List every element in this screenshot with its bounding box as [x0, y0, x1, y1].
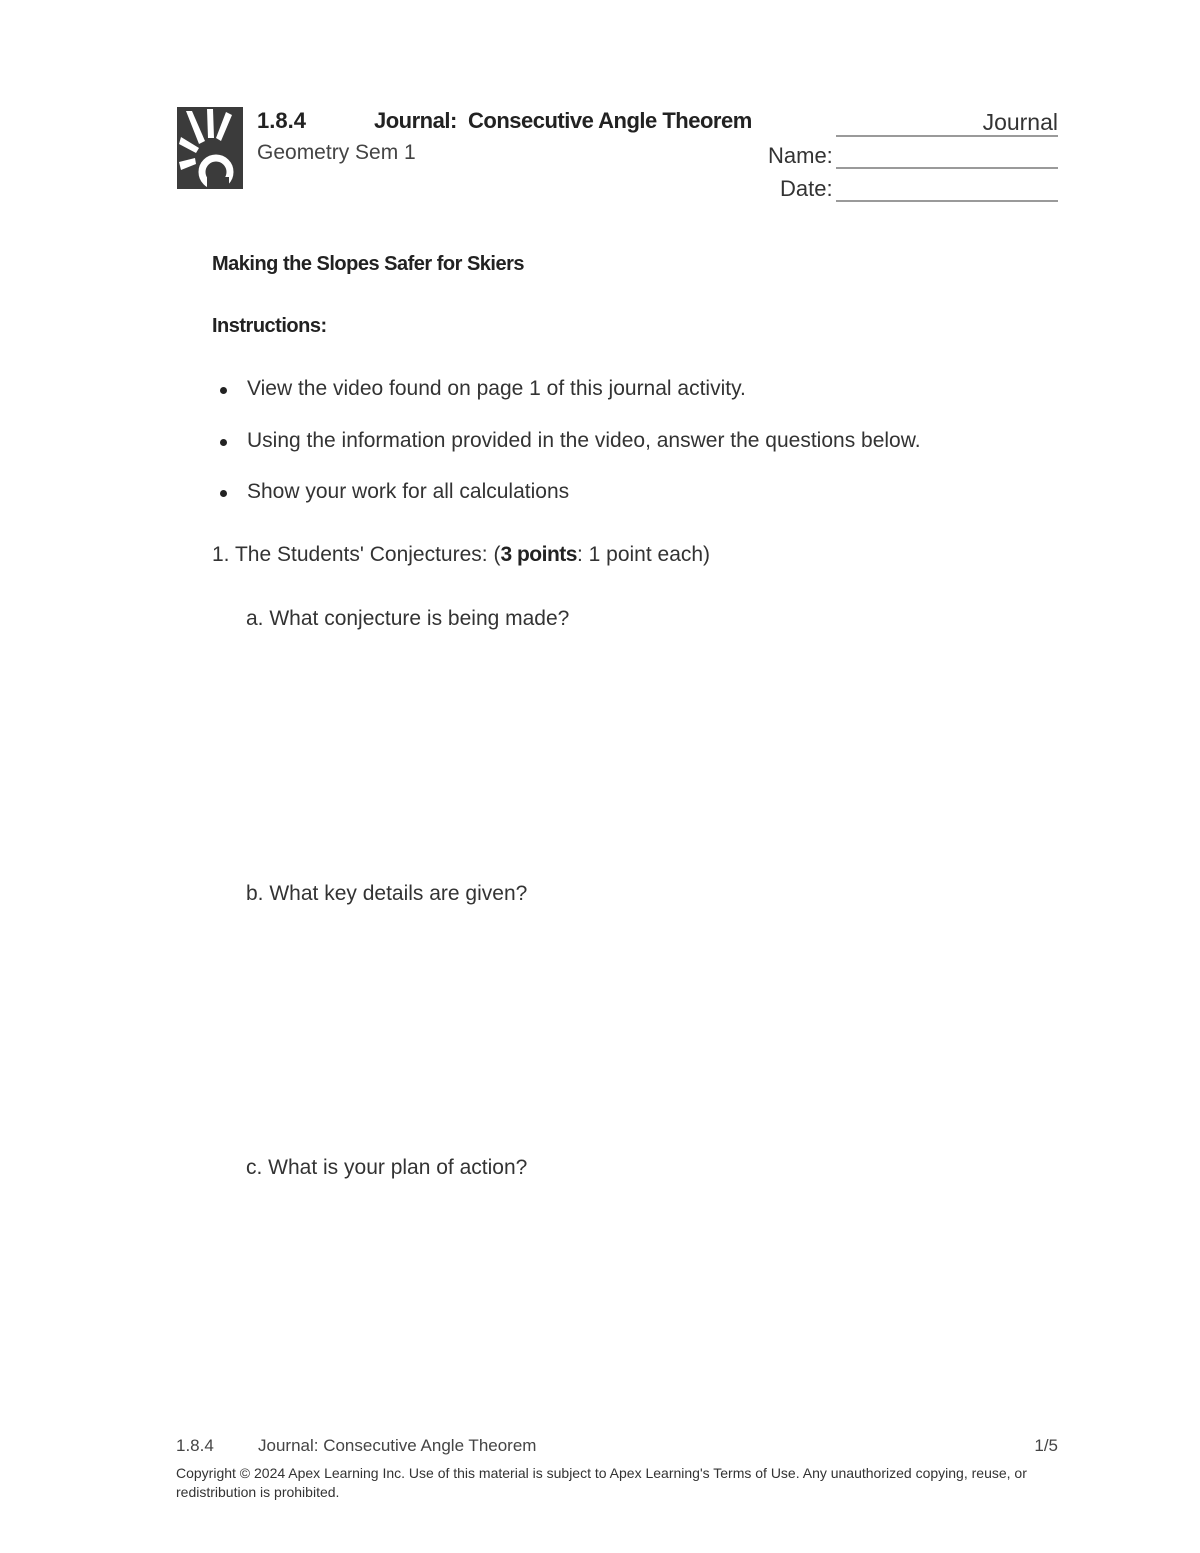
- sub-question-b: b. What key details are given?: [246, 882, 528, 905]
- header-rule: [836, 135, 1058, 137]
- name-field-line[interactable]: [836, 167, 1058, 169]
- copyright-notice: Copyright © 2024 Apex Learning Inc. Use of this material is subject to Apex Learning's Terms of Use. Any unauthorized copying, reuse, or redistribution is prohibited.: [176, 1465, 1027, 1500]
- sub-question-a: a. What conjecture is being made?: [246, 607, 570, 630]
- bullet-icon: [220, 387, 227, 394]
- apex-logo-icon: [177, 107, 243, 189]
- course-name: Geometry Sem 1: [257, 141, 416, 164]
- footer-lesson-number: 1.8.4: [176, 1436, 214, 1455]
- instruction-text: View the video found on page 1 of this journal activity.: [247, 377, 746, 400]
- lesson-number: 1.8.4: [257, 108, 306, 133]
- instructions-heading: Instructions:: [212, 315, 327, 337]
- date-label: Date:: [780, 176, 833, 201]
- bullet-icon: [220, 490, 227, 497]
- name-label: Name:: [768, 143, 833, 168]
- instruction-text: Show your work for all calculations: [247, 480, 570, 503]
- bullet-icon: [220, 439, 227, 446]
- page-number: 1/5: [1034, 1436, 1058, 1455]
- question-1: [212, 543, 710, 567]
- sub-question-c: c. What is your plan of action?: [246, 1156, 528, 1179]
- date-field-line[interactable]: [836, 200, 1058, 202]
- instruction-text: Using the information provided in the video, answer the questions below.: [247, 429, 921, 452]
- lesson-title: Journal: Consecutive Angle Theorem: [374, 108, 752, 133]
- document-type-label: Journal: [982, 109, 1058, 135]
- footer-lesson-title: Journal: Consecutive Angle Theorem: [258, 1436, 537, 1455]
- question-1-suffix: : 1 point each): [576, 543, 711, 566]
- question-1-prefix: 1. The Students' Conjectures: (: [212, 543, 501, 566]
- question-1-points: 3 points: [500, 543, 577, 566]
- section-title: Making the Slopes Safer for Skiers: [212, 253, 524, 275]
